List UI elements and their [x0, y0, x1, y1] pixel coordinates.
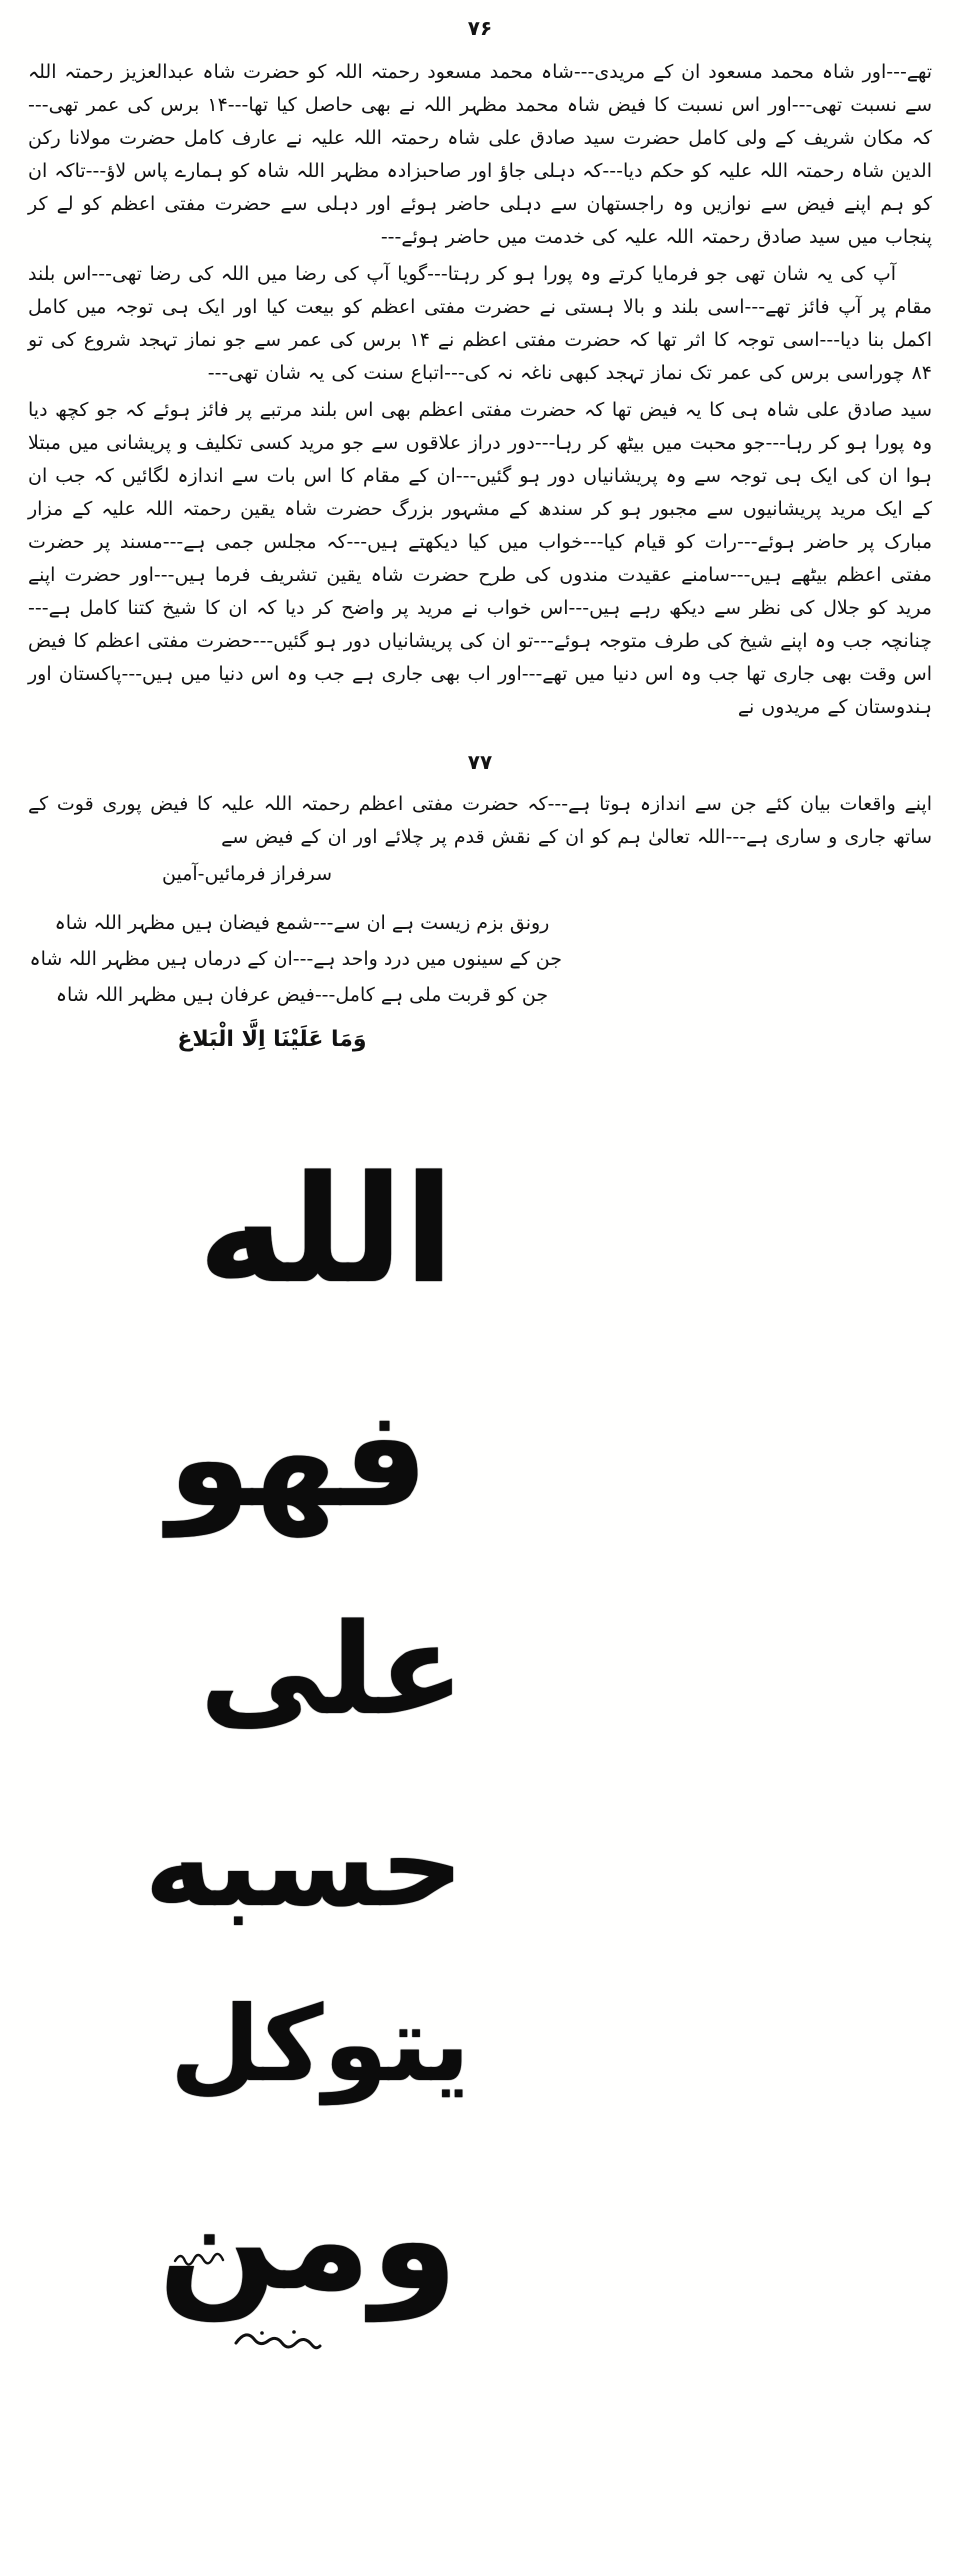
poem-verse-3: جن کو قربت ملی ہے کامل---فیض عرفان ہیں مظہر اللہ شاہ: [55, 984, 549, 1006]
poem-verse-2: جن کے سینوں میں درد واحد ہے---ان کے درماں ہیں مظہر اللہ شاہ: [29, 948, 562, 970]
calligraphy-segment: ومن: [158, 2159, 458, 2323]
body-paragraph-3: سید صادق علی شاہ ہی کا یہ فیض تھا کہ حضرت مفتی اعظم بھی اس بلند مرتبے پر فائز ہوئے کہ جو کچھ دیا وہ پورا ہو کر رہا---جو محبت میں بیٹھ کر رہا---دور دراز علاقوں سے جو مرید کسی تکلیف و پریشانی میں مبتلا ہوا ان کی ایک ہی توجہ سے وہ پریشانیاں دور ہو گئیں---ان کے مقام کا اس بات سے اندازہ لگائیں کہ جب ان کے ایک مرید پریشانیوں سے مجبور ہو کر سندھ کے مشہور بزرگ حضرت شاہ یقین رحمتہ اللہ علیہ کے مزار مبارک پر حاضر ہوئے---رات کو قیام کیا---خواب میں کیا دیکھتے ہیں---کہ مجلس جمی ہے---مسند پر حضرت مفتی اعظم بیٹھے ہیں---سامنے عقیدت مندوں کی طرح حضرت شاہ یقین تشریف فرما ہیں---اور حضرت اپنے مرید کو جلال کی نظر سے دیکھ رہے ہیں---اس خواب نے مرید پر واضح کر دیا کہ ان کا شیخ کتنا کامل ہے---چنانچہ جب وہ اپنے شیخ کی طرف متوجہ ہوئے---تو ان کی پریشانیاں دور ہو گئیں---حضرت مفتی اعظم کا فیض اس وقت بھی جاری تھا جب وہ اس دنیا میں تھے---اور اب بھی جاری ہے جب وہ اس دنیا میں ہیں---پاکستان اور ہندوستان کے مریدوں نے: [28, 399, 932, 718]
calligraphy-segment: يتوكل: [169, 1982, 470, 2105]
poem-block: [29, 905, 562, 1013]
page-number-77: ۷۷: [467, 750, 493, 774]
page-number-76: ۷۶: [467, 16, 493, 40]
calligraphy-panel: [112, 1111, 512, 2355]
calligraphy-segment: حسبه: [144, 1797, 464, 1933]
body-paragraph-2: آپ کی یہ شان تھی جو فرمایا کرتے وہ پورا ہو کر رہتا---گویا آپ کی رضا میں اللہ کی رضا تھی---اس بلند مقام پر آپ فائز تھے---اسی بلند و بالا ہستی نے حضرت مفتی اعظم کو بیعت کیا اور ایک ہی توجہ میں کامل اکمل بنا دیا---اسی توجہ کا اثر تھا کہ حضرت مفتی اعظم نے ۱۴ برس کی عمر سے جو نماز تہجد شروع کی تو ۸۴ چوراسی برس کی عمر تک نماز تہجد کبھی ناغہ نہ کی---اتباع سنت کی یہ شان تھی---: [28, 263, 932, 384]
body-paragraph-1: تھے---اور شاہ محمد مسعود ان کے مریدی---شاہ محمد مسعود رحمتہ اللہ کو حضرت شاہ عبدالعزیز رحمتہ اللہ سے نسبت تھی---اور اس نسبت کا فیض شاہ محمد مظہر اللہ نے بھی حاصل کیا تھا---۱۴ برس کی عمر تھی---کہ مکان شریف کے ولی کامل حضرت سید صادق علی شاہ رحمتہ اللہ علیہ نے عارف کامل حضرت مولانا رکن الدین شاہ رحمتہ اللہ علیہ کو حکم دیا---کہ دہلی جاؤ اور صاحبزادہ مظہر اللہ شاہ کو ہمارے پاس لاؤ---تاکہ ان کو ہم اپنے فیض سے نوازیں وہ راجستھان سے دہلی حاضر ہوئے اور دہلی سے حضرت مفتی اعظم کو لے کر پنجاب میں سید صادق رحمتہ اللہ علیہ کی خدمت میں حاضر ہوئے---: [28, 61, 933, 248]
calligrapher-date-mark: [172, 2247, 226, 2269]
ameen-line: سرفراز فرمائیں-آمین: [162, 863, 332, 885]
calligrapher-signature-mark: [232, 2327, 324, 2351]
calligraphy-segment: الله: [197, 1144, 455, 1316]
arabic-quote: وَمَا عَلَيْنَا اِلَّا الْبَلاغ: [177, 1027, 367, 1052]
poem-verse-1: رونق بزم زیست ہے ان سے---شمع فیضان ہیں مظہر اللہ شاہ: [54, 912, 550, 934]
calligraphy-segment: على: [199, 1595, 465, 1743]
body-paragraph-4: اپنے واقعات بیان کئے جن سے اندازہ ہوتا ہے---کہ حضرت مفتی اعظم رحمتہ اللہ علیہ کا فیض پوری قوت کے ساتھ جاری و ساری ہے---اللہ تعالیٰ ہم کو ان کے نقش قدم پر چلائے اور ان کے فیض سے: [28, 793, 932, 848]
calligraphy-segment: فهو: [167, 1380, 429, 1537]
